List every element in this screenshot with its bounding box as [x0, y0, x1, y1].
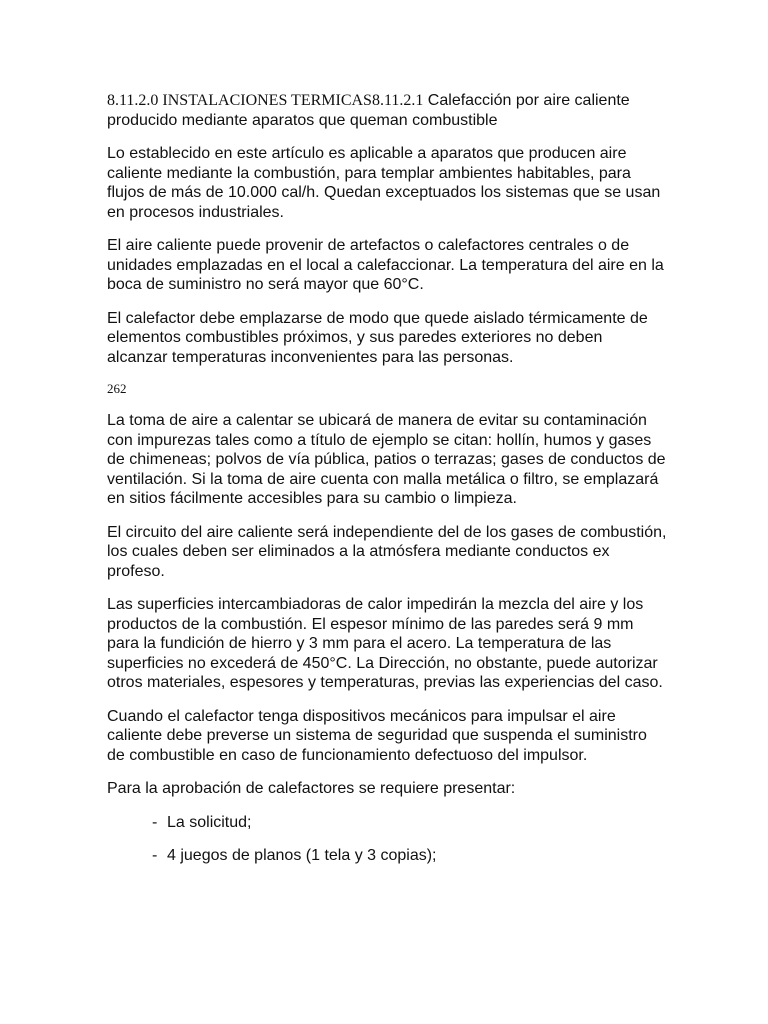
list-item	[107, 846, 667, 866]
list-bullet: -	[152, 813, 158, 831]
paragraph-6: Las superficies intercambiadoras de calor impedirán la mezcla del aire y los productos de la combustión. El espesor mínimo de las paredes será 9 mm para la fundición de hierro y 3 mm para el acero. La temperatura de las superficies no excederá de 450°C. La Dirección, no obstante, puede autorizar otros materiales, espesores y temperaturas, previas las experiencias del caso.	[107, 596, 663, 691]
paragraph-8: Para la aprobación de calefactores se requiere presentar:	[107, 780, 516, 797]
section-heading	[107, 91, 667, 130]
paragraph-2: El aire caliente puede provenir de artefactos o calefactores centrales o de unidades emplazadas en el local a calefaccionar. La temperatura del aire en la boca de suministro no será mayor que 60°C.	[107, 237, 664, 293]
section-title: Calefacción por aire caliente producido mediante aparatos que queman combustible	[107, 92, 630, 129]
document-page	[107, 91, 667, 880]
page-number: 262	[107, 381, 127, 396]
paragraph-1: Lo establecido en este artículo es aplicable a aparatos que producen aire caliente mediante la combustión, para templar ambientes habitables, para flujos de más de 10.000 cal/h. Quedan exceptuados los sistemas que se usan en procesos industriales.	[107, 145, 661, 221]
paragraph-4: La toma de aire a calentar se ubicará de manera de evitar su contaminación con impurezas tales como a título de ejemplo se citan: hollín, humos y gases de chimeneas; polvos de vía pública, patios o terrazas; gases de conductos de ventilación. Si la toma de aire cuenta con malla metálica o filtro, se emplazará en sitios fácilmente accesibles para su cambio o limpieza.	[107, 412, 666, 507]
paragraph-3: El calefactor debe emplazarse de modo que quede aislado térmicamente de elementos combustibles próximos, y sus paredes exteriores no deben alcanzar temperaturas inconvenientes para las personas.	[107, 309, 648, 366]
list-item-text: 4 juegos de planos (1 tela y 3 copias);	[167, 847, 437, 864]
list-bullet: -	[152, 847, 158, 864]
paragraph-5: El circuito del aire caliente será independiente del de los gases de combustión, los cuales deben ser eliminados a la atmósfera mediante conductos ex profeso.	[107, 523, 667, 580]
section-codes: 8.11.2.0 INSTALACIONES TERMICAS8.11.2.1	[107, 92, 424, 109]
list-item	[107, 813, 667, 833]
paragraph-7: Cuando el calefactor tenga dispositivos mecánicos para impulsar el aire caliente debe preverse un sistema de seguridad que suspenda el suministro de combustible en caso de funcionamiento defectuoso del impulsor.	[107, 707, 647, 764]
list-item-text: La solicitud;	[167, 813, 252, 831]
